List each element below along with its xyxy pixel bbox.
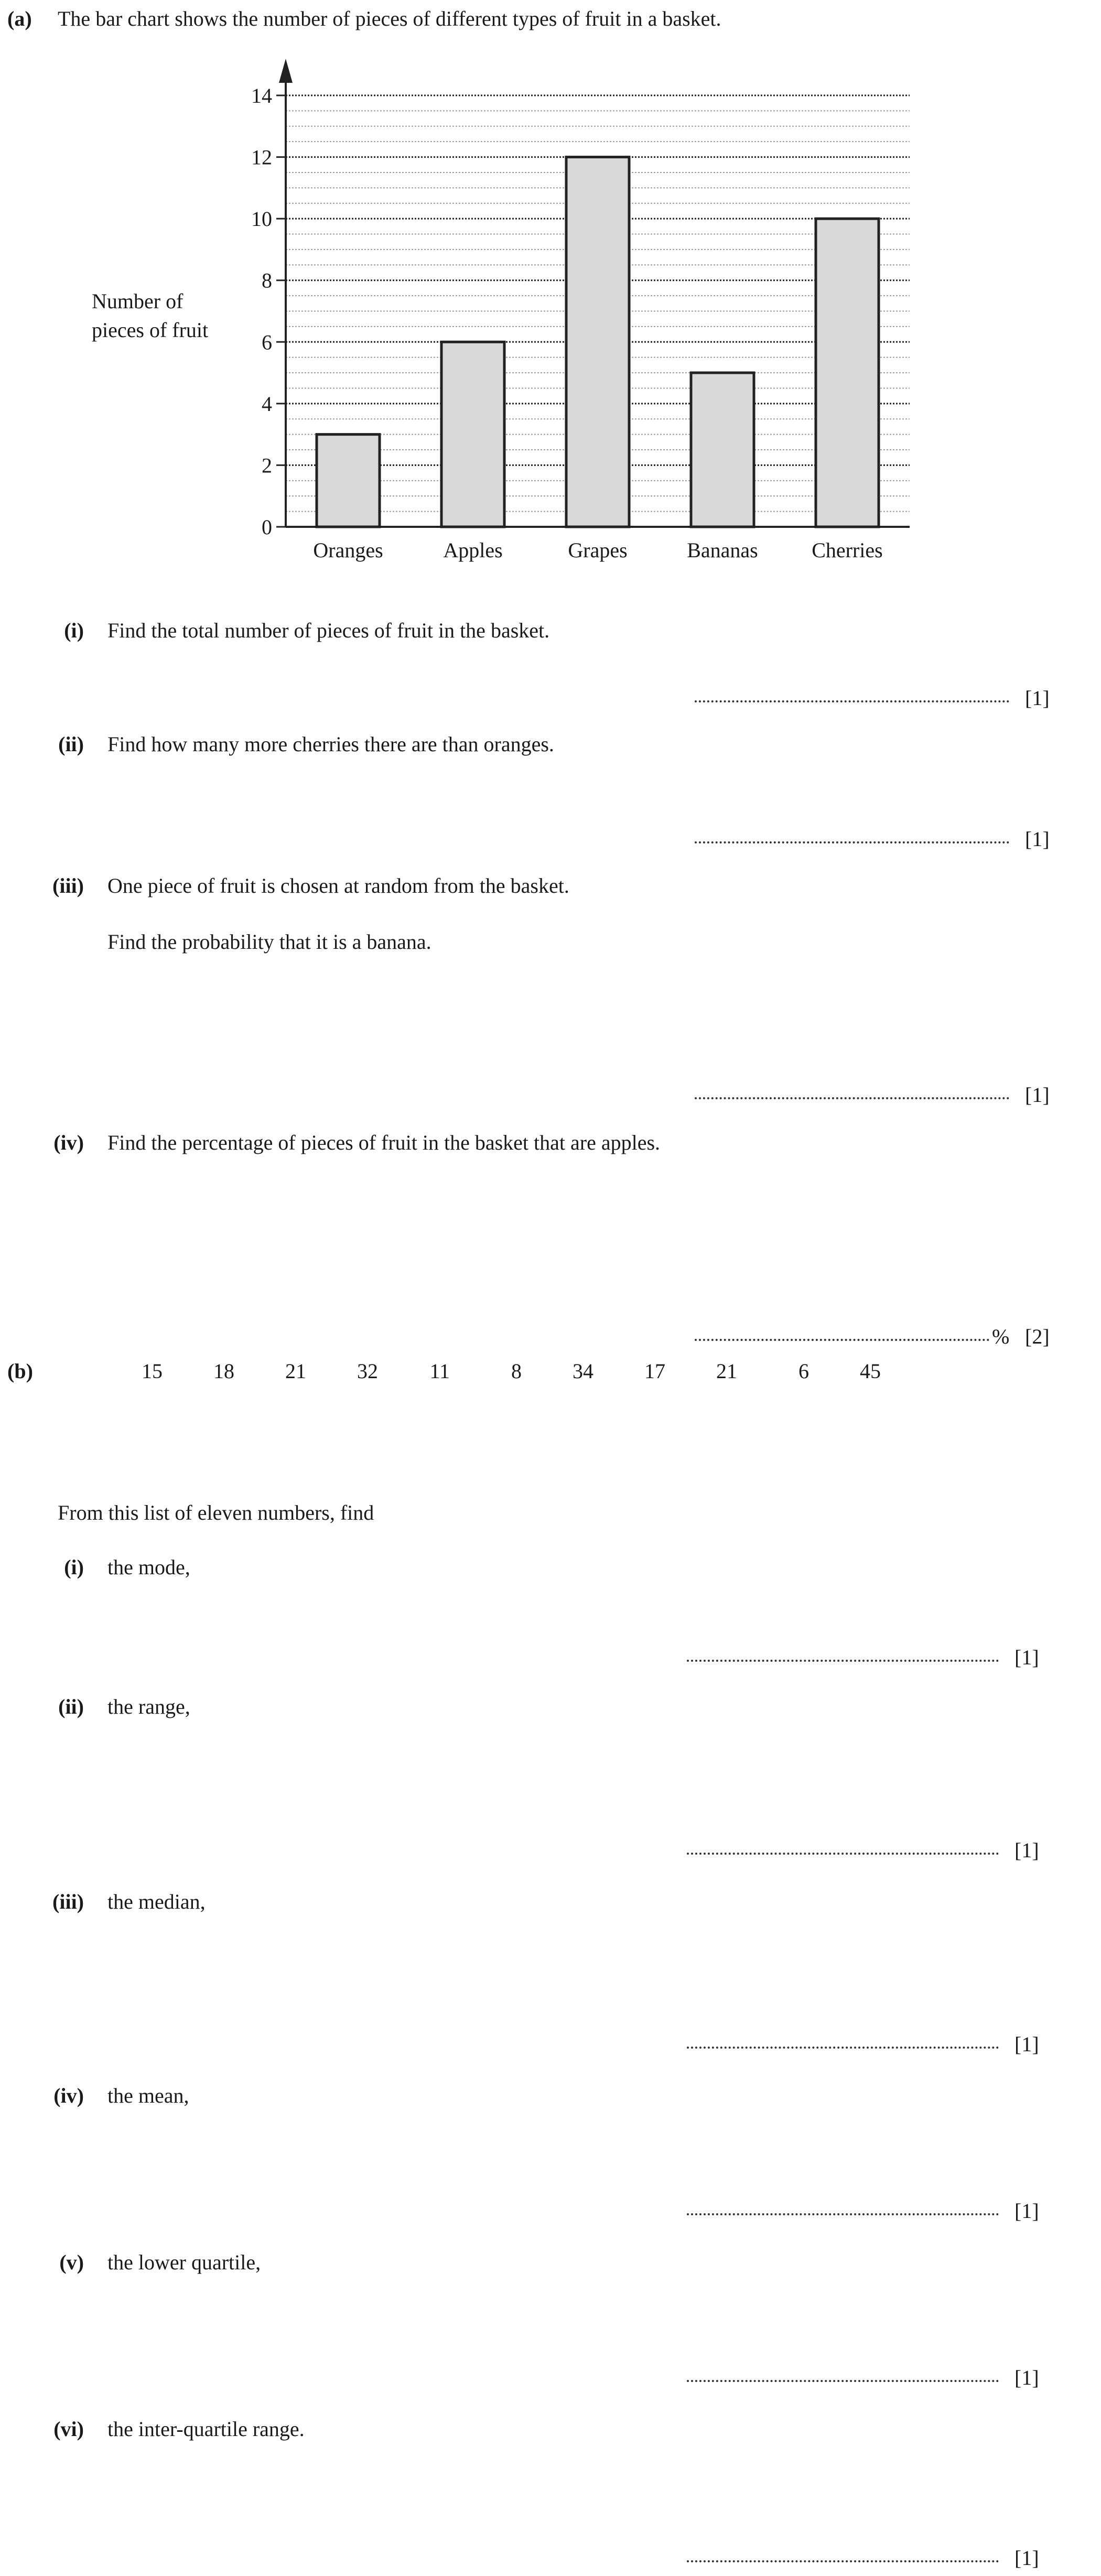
part-b-label: (b) — [7, 1359, 33, 1383]
bar-apples — [441, 342, 504, 527]
y-tick-label: 8 — [262, 268, 272, 293]
number-10: 6 — [798, 1359, 809, 1383]
x-tick-label: Cherries — [812, 538, 883, 562]
answer-line-a-ii[interactable] — [695, 841, 1009, 843]
number-7: 34 — [573, 1359, 593, 1383]
question-b-iv-text: the mean, — [107, 2084, 189, 2107]
question-b-ii-text: the range, — [107, 1695, 190, 1718]
y-tick-label: 10 — [251, 207, 272, 231]
x-tick-label: Apples — [443, 538, 503, 562]
mark-b-v: [1] — [1014, 2366, 1039, 2389]
answer-line-a-iii[interactable] — [695, 1097, 1009, 1099]
number-11: 45 — [860, 1359, 881, 1383]
question-a-ii-number: (ii) — [58, 732, 84, 756]
y-axis-label-line: Number of — [92, 289, 183, 313]
question-b-iii-text: the median, — [107, 1890, 206, 1913]
question-b-v-text: the lower quartile, — [107, 2250, 261, 2274]
mark-b-ii: [1] — [1014, 1838, 1039, 1862]
y-tick-label: 0 — [262, 515, 272, 539]
answer-line-b-i[interactable] — [687, 1660, 999, 1662]
y-tick-label: 4 — [262, 392, 272, 416]
question-b-ii-number: (ii) — [58, 1695, 84, 1718]
answer-line-b-v[interactable] — [687, 2380, 999, 2382]
y-tick-label: 12 — [251, 145, 272, 169]
chart-bars — [317, 157, 879, 527]
question-a-iv-number: (iv) — [53, 1131, 84, 1154]
part-a-intro: The bar chart shows the number of pieces of different types of fruit in a basket. — [58, 7, 721, 30]
part-b-intro: From this list of eleven numbers, find — [58, 1501, 374, 1524]
answer-line-b-ii[interactable] — [687, 1853, 999, 1855]
number-5: 11 — [429, 1359, 450, 1383]
answer-line-b-iii[interactable] — [687, 2047, 999, 2049]
question-a-ii-text: Find how many more cherries there are than oranges. — [107, 732, 554, 756]
mark-b-iv: [1] — [1014, 2199, 1039, 2223]
x-tick-label: Oranges — [313, 538, 383, 562]
number-2: 18 — [213, 1359, 234, 1383]
mark-a-ii: [1] — [1025, 827, 1050, 851]
y-axis-arrow — [279, 59, 293, 83]
y-axis-label-line: pieces of fruit — [92, 318, 209, 342]
question-b-i-number: (i) — [64, 1555, 84, 1579]
question-b-v-number: (v) — [59, 2250, 84, 2274]
bar-oranges — [317, 435, 380, 527]
bar-grapes — [566, 157, 629, 527]
answer-line-a-i[interactable] — [695, 700, 1009, 702]
x-tick-label: Bananas — [687, 538, 758, 562]
question-b-vi-number: (vi) — [53, 2417, 84, 2441]
mark-b-iii: [1] — [1014, 2032, 1039, 2056]
part-a-label: (a) — [7, 7, 32, 30]
question-b-i-text: the mode, — [107, 1555, 190, 1579]
question-b-iii-number: (iii) — [52, 1890, 84, 1913]
y-tick-label: 6 — [262, 330, 272, 354]
question-a-iii-text-1: One piece of fruit is chosen at random from the basket. — [107, 874, 569, 897]
mark-b-vi: [1] — [1014, 2546, 1039, 2570]
percent-sign: % — [992, 1325, 1010, 1348]
number-3: 21 — [285, 1359, 306, 1383]
number-1: 15 — [142, 1359, 163, 1383]
question-a-i-text: Find the total number of pieces of fruit in the basket. — [107, 619, 550, 642]
answer-line-a-iv[interactable] — [695, 1339, 989, 1341]
bar-cherries — [816, 219, 879, 527]
mark-b-i: [1] — [1014, 1646, 1039, 1669]
mark-a-i: [1] — [1025, 686, 1050, 710]
number-4: 32 — [357, 1359, 378, 1383]
y-tick-label: 2 — [262, 453, 272, 478]
mark-a-iv: [2] — [1025, 1325, 1050, 1348]
answer-line-b-iv[interactable] — [687, 2213, 999, 2215]
question-a-iii-text-2: Find the probability that it is a banana. — [107, 930, 431, 954]
question-b-iv-number: (iv) — [53, 2084, 84, 2107]
fruit-bar-chart — [0, 0, 1101, 587]
y-tick-label: 14 — [251, 84, 272, 107]
answer-line-b-vi[interactable] — [687, 2560, 999, 2562]
x-tick-label: Grapes — [568, 538, 628, 562]
mark-a-iii: [1] — [1025, 1083, 1050, 1107]
bar-bananas — [691, 373, 754, 527]
number-8: 17 — [644, 1359, 665, 1383]
question-a-i-number: (i) — [64, 619, 84, 642]
question-b-vi-text: the inter-quartile range. — [107, 2417, 305, 2441]
number-6: 8 — [511, 1359, 522, 1383]
number-9: 21 — [716, 1359, 737, 1383]
question-a-iii-number: (iii) — [52, 874, 84, 897]
question-a-iv-text: Find the percentage of pieces of fruit in the basket that are apples. — [107, 1131, 661, 1154]
